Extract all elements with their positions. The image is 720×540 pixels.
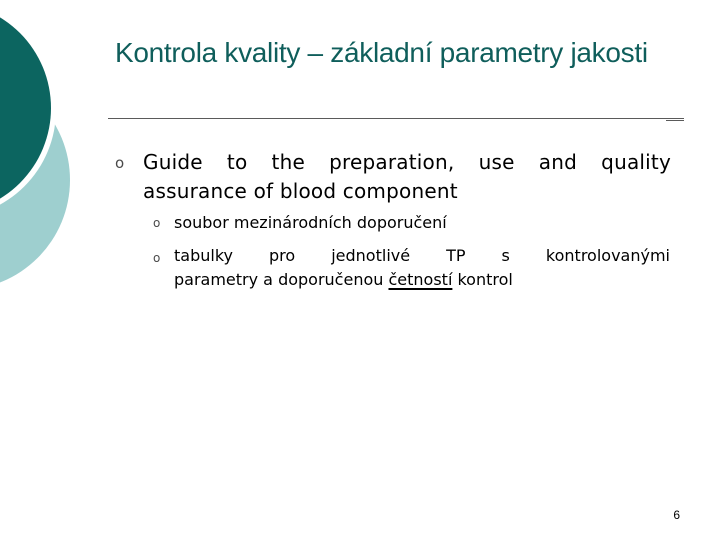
title-divider-tick bbox=[666, 120, 684, 121]
slide-title: Kontrola kvality – základní parametry jakosti bbox=[115, 37, 648, 68]
sub-bullet-line-2-end: kontrol bbox=[457, 270, 513, 289]
sub-bullet-marker: o bbox=[153, 216, 161, 230]
sub-bullet-line-2-start: parametry a doporučenou bbox=[174, 270, 384, 289]
bullet-main-text: Guide to the preparation, use and quality assurance of blood component bbox=[143, 150, 671, 203]
sub-bullet-text bbox=[174, 244, 670, 292]
sub-bullet-text: soubor mezinárodních doporučení bbox=[174, 213, 447, 232]
sub-bullet-line-1: tabulky pro jednotlivé TP s kontrolovanými bbox=[174, 246, 670, 265]
underlined-word: četností bbox=[388, 270, 453, 289]
page-number: 6 bbox=[673, 508, 680, 522]
title-divider bbox=[108, 118, 684, 119]
bullet-marker: o bbox=[115, 154, 125, 172]
teal-circle-decoration bbox=[0, 0, 80, 300]
sub-bullet-marker: o bbox=[153, 251, 161, 265]
